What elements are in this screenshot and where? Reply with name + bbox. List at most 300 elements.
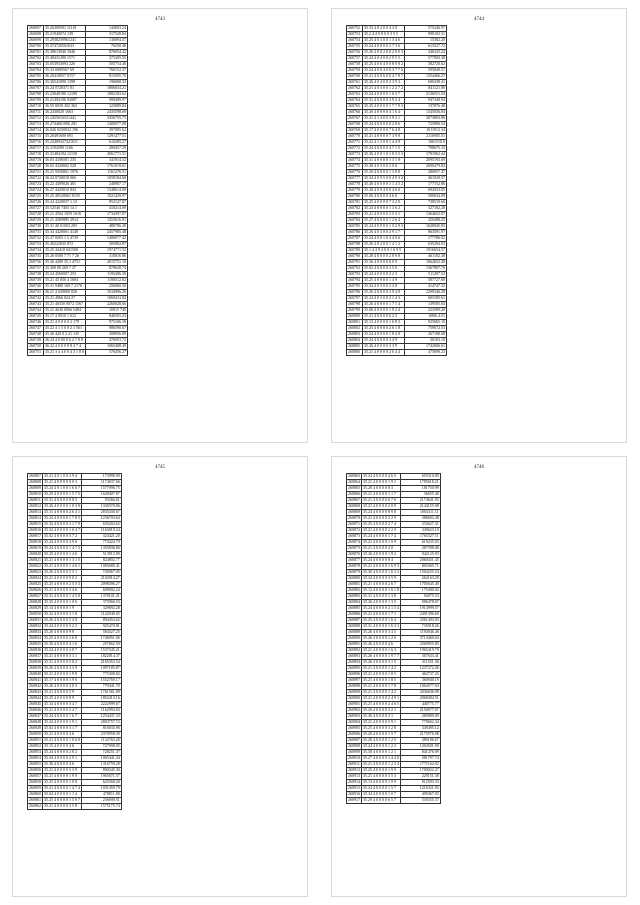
row-id: 260886: [348, 611, 360, 617]
row-amount: 130094.07: [86, 38, 128, 44]
row-value: 35.20491600 691: [44, 134, 86, 140]
row-id: 260813: [29, 509, 41, 515]
row-value: 35.33 0009567 69: [44, 68, 86, 74]
row-value: 35.02 4 0 0 0 0 2 5 0: [363, 266, 405, 272]
row-amount: 824802.77: [82, 558, 121, 564]
row-value: 35.30 4 0 0 0 0 1 2 1: [362, 750, 401, 756]
row-id: 260913: [348, 773, 360, 779]
row-value: 35.2194580 1166: [44, 146, 86, 152]
row-id: 260770: [347, 134, 363, 140]
row-id: 260747: [28, 326, 44, 332]
row-amount: 450488.25: [405, 218, 447, 224]
data-table: [27, 473, 122, 810]
row-value: 35.31 9480 169 7 2176: [44, 284, 86, 290]
row-value: 35.25 4 0 0 0 0 2 6 8: [43, 636, 82, 642]
row-value: 35.21 4 0 0 0 0 2 5 3 1: [363, 212, 405, 218]
row-amount: 1628407.87: [82, 492, 121, 498]
table-row: [347, 798, 441, 804]
row-value: 35.26 4 0 0 0 0 5 5 1: [43, 570, 82, 576]
row-id: 260704: [28, 68, 44, 74]
row-value: 35.26 4 0 0 0 0 1 3 5: [362, 600, 401, 606]
row-value: 35.34 4 0 0 0 0 3 5 9: [362, 576, 401, 582]
row-id: 260794: [347, 278, 363, 284]
row-id: 260744: [28, 308, 44, 314]
row-amount: 840591.23: [86, 314, 128, 320]
row-value: 35.2 4 4 0 8 0 0 3 5 5: [363, 32, 405, 38]
row-id: 260909: [348, 749, 360, 755]
row-value: 35.35 4 0 0 0 0 1 7 7 9 3: [364, 103, 403, 109]
row-amount: 144003.24: [86, 26, 128, 32]
row-amount: 727998.05: [82, 744, 121, 750]
row-id: 260742: [28, 296, 44, 302]
row-value: 35.25 4 0 0 0 0 1 5 7 5: [44, 491, 80, 497]
row-id: 260740: [28, 284, 44, 290]
row-id: 260716: [28, 140, 44, 146]
row-amount: 2222999.67: [82, 702, 121, 708]
row-value: 35.34 4420061 4148: [44, 230, 86, 236]
row-id: 260866: [348, 491, 360, 497]
row-id: 260912: [348, 767, 360, 773]
row-id: 260904: [348, 719, 360, 725]
row-value: 35.24 4 0 0 0 0 1 2 2: [362, 744, 401, 750]
row-value: 35.24 4 0 0 0 0 3 2 2: [43, 624, 82, 630]
row-id: 260823: [29, 569, 41, 575]
row-amount: 1062652.48: [405, 260, 447, 266]
row-amount: 1700022.27: [401, 768, 440, 774]
row-amount: 1061510.0: [405, 140, 447, 146]
row-amount: 760152.37: [86, 68, 128, 74]
row-value: 35.04 4 0 0 0 0 1 1 4: [43, 792, 82, 798]
row-value: 35.34 4 0 9 5 0 0 4 9 3 2: [364, 175, 403, 181]
row-amount: 476953.72: [86, 338, 128, 344]
row-value: 35.26 4 0 0 0 0 3 2 1: [362, 708, 401, 714]
row-value: 35.21 4 0 0 0 0 1 9 9: [43, 774, 82, 780]
row-value: 35.26 4 0 4 0 0 2 3 9 3: [363, 80, 405, 86]
row-id: 260697: [28, 26, 44, 32]
row-value: 35.26 4 0 2 0 0 1 4 1 2: [363, 242, 405, 248]
row-amount: 774424.79: [82, 540, 121, 546]
row-amount: 530355.37: [401, 798, 440, 804]
row-value: 35.24 4 0 0 0 0 8 4: [362, 558, 401, 564]
row-value: 35.25 4 0 3 0 0 1 3 4 6: [363, 38, 405, 44]
row-value: 35.20 4 0 0 0 0 9 8: [43, 630, 82, 636]
row-amount: 505754.46: [86, 62, 128, 68]
row-amount: 2435598.69: [86, 110, 128, 116]
row-value: 35.24 4 0 0 0 0 4 6 5: [362, 474, 401, 480]
row-value: 35.13 4 0 0 0 0 1 9 9: [362, 780, 401, 786]
row-amount: 1771162.02: [401, 762, 440, 768]
row-amount: 986478.07: [401, 600, 440, 606]
row-value: 35.31 4 0 0 0 0 9 8 5: [43, 498, 82, 504]
row-value: 35.23040180 12189: [44, 92, 86, 98]
row-id: 260804: [347, 338, 363, 344]
row-amount: 10915 740: [86, 308, 128, 314]
row-id: 260802: [347, 326, 363, 332]
row-value: 35.25 4 0 0 0 0 1 9 9: [362, 768, 401, 774]
row-value: 35.24 4 0 3 0 0 2 1 4 3: [363, 296, 405, 302]
row-id: 260759: [347, 68, 363, 74]
row-value: 35.25 4 0 0 0 0 2 7 4: [362, 522, 401, 528]
row-amount: 286957.47: [405, 170, 447, 176]
row-amount: 461102.38: [405, 254, 447, 260]
row-value: 35.1 4 4 9 4 0 0 1 6 9 5: [363, 248, 405, 254]
page-number: 4745: [155, 465, 165, 470]
row-id: 260818: [29, 539, 41, 545]
row-value: 35.21 4 0 0 0 0 1 4 7 4: [44, 785, 80, 791]
row-amount: 346325.24: [405, 50, 447, 56]
row-amount: 6066 4.51: [405, 314, 447, 320]
row-id: 260713: [28, 122, 44, 128]
row-amount: 1163019.24: [82, 528, 121, 534]
row-id: 260814: [29, 515, 41, 521]
row-id: 260903: [348, 713, 360, 719]
row-value: 35.14 4 0 0 0 0 1 9: [43, 606, 82, 612]
row-id: 260724: [28, 188, 44, 194]
row-id: 260799: [347, 308, 363, 314]
row-id: 260738: [28, 272, 44, 278]
row-value: 35.34 4 0 0 0 0 1 0 7: [362, 792, 401, 798]
row-amount: 1355836.86: [82, 546, 121, 552]
row-value: 35.31 4 0 0 0 0 2 6 4 1: [44, 509, 80, 515]
row-amount: 803365.71: [401, 564, 440, 570]
row-amount: 1882183.62: [86, 92, 128, 98]
row-value: 35.21 4 0 0 0 0 9 0 3: [43, 480, 82, 486]
row-amount: 1064577.94: [401, 684, 440, 690]
row-value: 35.21 4 0 0 0 0 2 2 9: [362, 528, 401, 534]
row-amount: 1914999.57: [401, 606, 440, 612]
row-amount: 1122940.05: [82, 612, 121, 618]
row-amount: 414747.32: [405, 284, 447, 290]
row-value: 35.21 4 0 1 0 0 2 9 4: [43, 474, 82, 480]
row-id: 260888: [348, 623, 360, 629]
row-id: 260789: [347, 248, 363, 254]
row-id: 260826: [29, 587, 41, 593]
row-value: 36.24 0720018 066: [44, 176, 86, 182]
row-id: 260883: [348, 593, 360, 599]
row-value: 35.13 4 0 0 0 0 1 6 8 3: [363, 320, 405, 326]
row-id: 260846: [29, 707, 41, 713]
row-id: 260752: [347, 26, 363, 32]
row-id: 260820: [29, 551, 41, 557]
row-value: 35.36 4 0 0 0 0 4 6: [43, 762, 82, 768]
row-id: 260838: [29, 659, 41, 665]
row-value: 35.21 3 4 4 0 0 4 3 1 8 8: [45, 349, 84, 355]
row-id: 260882: [348, 587, 360, 593]
row-value: 35.17 4 0 0 0 0 1 9 6: [43, 678, 82, 684]
row-id: 260733: [28, 242, 44, 248]
row-amount: 1965419.79: [401, 648, 440, 654]
row-id: 260760: [347, 74, 363, 80]
row-amount: 461029.57: [405, 176, 447, 182]
row-id: 260776: [347, 170, 363, 176]
row-value: 35.26 4 0 0 0 0 3 3 9: [43, 666, 82, 672]
data-table: [346, 473, 441, 804]
row-id: 260874: [348, 539, 360, 545]
row-amount: 609002.24: [82, 588, 121, 594]
row-amount: 511297.52: [405, 272, 447, 278]
row-value: 35.25 4 0 0 0 0 1 0 8: [43, 780, 82, 786]
row-value: 35.22 4309026 401: [44, 182, 86, 188]
row-id: 260869: [348, 509, 360, 515]
row-value: 35.52540 7403 14 1: [44, 206, 86, 212]
row-value: 35.25 4 0 0 0 0 1 5 0 7: [44, 797, 80, 803]
row-amount: 175400.02: [401, 588, 440, 594]
row-amount: 139585.04: [405, 302, 447, 308]
row-id: 260731: [28, 230, 44, 236]
row-amount: 311551.36: [401, 660, 440, 666]
row-id: 260732: [28, 236, 44, 242]
row-amount: 1453616.91: [86, 218, 128, 224]
row-value: 35.29 4 0 0 0 0 6 5 7: [362, 798, 401, 804]
row-value: 35.27 4 0 0 0 0 1 4 4 0: [363, 755, 399, 761]
row-value: 35.21 4 0 0 0 0 1 4 2: [362, 666, 401, 672]
row-value: 36.20410057 9157: [44, 74, 86, 80]
row-value: 35.25 4 0 0 0 0 8 9: [43, 696, 82, 702]
row-id: 260898: [348, 683, 360, 689]
row-id: 260717: [28, 146, 44, 152]
row-id: 260831: [29, 617, 41, 623]
row-value: 35.21 4 0 0 0 0 1 7 8: [362, 684, 401, 690]
row-amount: 1785618.21: [401, 480, 440, 486]
row-amount: 975106.39: [86, 320, 128, 326]
row-amount: 841121.80: [405, 86, 447, 92]
row-amount: 2165353.54: [82, 660, 121, 666]
row-value: 35.23409327321011: [44, 140, 86, 146]
row-id: 260805: [347, 344, 363, 350]
row-id: 260771: [347, 140, 363, 146]
row-value: 35.30 4 0 3 0 0 2 0 6: [363, 164, 405, 170]
row-amount: 196068.33: [86, 80, 128, 86]
row-id: 260833: [29, 629, 41, 635]
row-value: 35.36 4490 35.1 4751: [44, 260, 86, 266]
row-amount: 2015751.10: [86, 260, 128, 266]
row-id: 260796: [347, 290, 363, 296]
row-amount: 1204501.90: [401, 744, 440, 750]
row-value: 35.21 4504 1059 1616: [44, 212, 86, 218]
row-id: 260792: [347, 266, 363, 272]
page-number: 4746: [474, 465, 484, 470]
row-amount: 305802.87: [86, 242, 128, 248]
row-id: 260835: [29, 641, 41, 647]
row-amount: 986590.67: [86, 326, 128, 332]
row-amount: 908489.97: [86, 98, 128, 104]
row-amount: 635204.62: [82, 522, 121, 528]
row-id: 260723: [28, 182, 44, 188]
row-id: 260809: [29, 485, 41, 491]
row-amount: 375966.53: [82, 600, 121, 606]
row-amount: 1916654.57: [405, 248, 447, 254]
row-value: 35.24 4 0 0 0 0 1 3 6 2: [363, 206, 405, 212]
row-amount: 816033.96: [82, 726, 121, 732]
row-value: 35.374720501633: [44, 44, 86, 50]
row-value: 35.26 4 0 0 0 0 4 1 6 4: [363, 110, 405, 116]
row-value: 35.26 420 0 3 21 135: [44, 332, 86, 338]
row-id: 260829: [29, 605, 41, 611]
row-id: 260756: [347, 50, 363, 56]
row-value: 35.26 4 0 0 0 0 3 1 5: [362, 660, 401, 666]
row-value: 35.26309591 11161: [44, 26, 86, 32]
row-amount: 812593.33: [401, 780, 440, 786]
document-page-1: [12, 8, 308, 443]
row-id: 260768: [347, 122, 363, 128]
row-id: 260881: [348, 581, 360, 587]
row-value: 35.31 4 0 0 0 0 5 0 2: [43, 660, 82, 666]
row-value: 35.21 4 0 0 0 0 5 9: [43, 690, 82, 696]
row-value: 35.24 4 0 0 0 0 1 5 2 9 3: [364, 223, 403, 229]
row-amount: 610285.27: [86, 140, 128, 146]
row-value: 35.2455016521441: [44, 116, 86, 122]
row-amount: 223589.20: [405, 308, 447, 314]
row-amount: 725896.34: [405, 122, 447, 128]
row-value: 35.21 4 0 0 0 0 2 0 9: [362, 504, 401, 510]
row-amount: 2175976.98: [401, 732, 440, 738]
row-id: 260901: [348, 701, 360, 707]
row-id: 260758: [347, 62, 363, 68]
row-amount: 1734397.87: [86, 212, 128, 218]
row-id: 260855: [29, 761, 41, 767]
row-amount: 2036636.98: [401, 690, 440, 696]
row-id: 260755: [347, 44, 363, 50]
row-amount: 728251.37: [82, 750, 121, 756]
row-amount: 2073803.96: [405, 116, 447, 122]
row-value: 36.02 4320682 528: [44, 164, 86, 170]
row-amount: 1781962.44: [405, 152, 447, 158]
row-amount: 1806034.21: [86, 86, 128, 92]
row-value: 35.24 4 0 0 0 0 2 2 3: [363, 272, 405, 278]
row-value: 35.21 9350061 1976: [44, 170, 86, 176]
row-id: 260872: [348, 527, 360, 533]
row-id: 260862: [29, 803, 41, 809]
row-amount: 1132763.26: [82, 738, 121, 744]
row-id: 260743: [28, 302, 44, 308]
row-id: 260699: [28, 38, 44, 44]
row-id: 260905: [348, 725, 360, 731]
row-id: 260739: [28, 278, 44, 284]
row-id: 260721: [28, 170, 44, 176]
row-value: 35.31 4 0 0 0 0 3 9 2 4: [363, 98, 405, 104]
row-value: 35.21 4 0 0 0 0 1 9 9: [43, 672, 82, 678]
row-value: 35.06 4 0 0 0 0 4 6 6: [363, 194, 405, 200]
row-value: 35.15 4 0 0 0 0 4 6: [43, 744, 82, 750]
table-row: [347, 350, 447, 356]
row-amount: 587727.00: [405, 278, 447, 284]
row-id: 260875: [348, 545, 360, 551]
row-id: 260725: [28, 194, 44, 200]
document-page-4: [331, 456, 627, 897]
row-value: 35.24 4 0 0 4 0 0 3 7 7 6: [364, 67, 403, 73]
row-id: 260873: [348, 533, 360, 539]
row-value: 35.24 4 0 0 0 0 2 1 5 4: [363, 605, 399, 611]
row-id: 260897: [348, 677, 360, 683]
row-id: 260765: [347, 104, 363, 110]
row-value: 35.22 4 1 3 0 0 1 4 4 9: [363, 140, 405, 146]
row-id: 260834: [29, 635, 41, 641]
row-amount: 1097185.87: [82, 666, 121, 672]
document-page-2: [331, 8, 627, 443]
row-amount: 3713460.04: [401, 636, 440, 642]
row-amount: 1537345.21: [82, 648, 121, 654]
row-id: 260859: [29, 785, 41, 791]
row-id: 260719: [28, 158, 44, 164]
row-amount: 925470.81: [82, 624, 121, 630]
row-value: 35.24 4 0 0 0 0 1 7 4: [362, 534, 401, 540]
row-value: 35.21 4 0 0 0 0 1 6 3: [362, 648, 401, 654]
row-value: 35.25 4 0 0 0 0 1 6 4: [362, 618, 401, 624]
row-id: 260868: [348, 503, 360, 509]
row-amount: 1761361.89: [82, 690, 121, 696]
row-amount: 287398.08: [401, 546, 440, 552]
row-amount: 2569955.85: [401, 642, 440, 648]
row-value: 35.34 4 0 0 0 0 3 4 7: [43, 702, 82, 708]
row-amount: 2370958.39: [82, 732, 121, 738]
row-id: 260774: [347, 158, 363, 164]
row-id: 260892: [348, 647, 360, 653]
row-id: 260839: [29, 665, 41, 671]
row-id: 260847: [29, 713, 41, 719]
row-amount: 2491396.60: [401, 612, 440, 618]
row-amount: 1194946.46: [401, 630, 440, 636]
row-amount: 1195496.39: [86, 272, 128, 278]
row-id: 260791: [347, 260, 363, 266]
row-value: 36.2430020 1663: [44, 110, 86, 116]
row-amount: 1031459.79: [82, 786, 121, 792]
row-id: 260816: [29, 527, 41, 533]
row-amount: 323089.84: [86, 104, 128, 110]
row-value: 35.26 4 0 0 0 0 3 4 5: [362, 630, 401, 636]
row-amount: 233627.31: [401, 522, 440, 528]
row-value: 35.21 4 0 0 0 0 2 4 7: [43, 708, 82, 714]
row-id: 260842: [29, 683, 41, 689]
row-value: 35.31 4 0 0 0 0 1 3 1 8: [363, 158, 405, 164]
row-amount: 775308.82: [82, 672, 121, 678]
row-value: 35.26 4 0 0 0 0 1 0 3 9: [44, 503, 80, 509]
row-amount: 1620945.83: [405, 224, 447, 230]
row-amount: 2457985.48: [86, 230, 128, 236]
row-value: 35.21 4 0 0 0 0 3 5 8: [43, 804, 82, 810]
row-value: 35.21 4 0 0 0 0 1 4 2: [362, 690, 401, 696]
row-amount: 341914.52: [86, 158, 128, 164]
row-value: 35.24 4 0 0 0 0 8 9 8: [362, 510, 401, 516]
row-value: 35.24 4 0 4 0 0 2 9 5 5: [363, 56, 405, 62]
row-amount: 1021429.97: [86, 194, 128, 200]
row-amount: 635294.03: [405, 242, 447, 248]
row-amount: 1705645.40: [401, 582, 440, 588]
row-value: 35.20 4 0 0 0 0 1 2 5: [362, 738, 401, 744]
page-number: 4744: [474, 17, 484, 22]
row-id: 260891: [348, 641, 360, 647]
row-value: 36.27 4420010 833: [44, 188, 86, 194]
row-value: 35.26 4 0 0 0 0 4 0 3: [43, 684, 82, 690]
row-amount: 619235.03: [401, 540, 440, 546]
row-amount: 692033.05: [405, 188, 447, 194]
row-id: 260734: [28, 248, 44, 254]
row-id: 260854: [29, 755, 41, 761]
row-amount: 1852413.16: [82, 696, 121, 702]
row-value: 35.26 0500 7 71 7 26: [44, 254, 86, 260]
row-id: 260858: [29, 779, 41, 785]
row-id: 260907: [348, 737, 360, 743]
row-amount: 2803757.72: [82, 720, 121, 726]
row-amount: 798675.33: [405, 146, 447, 152]
row-id: 260914: [348, 779, 360, 785]
row-value: 35.25 44410 041500: [44, 248, 86, 254]
page-number: 4743: [155, 17, 165, 22]
row-id: 260894: [348, 659, 360, 665]
row-amount: 1237272.26: [401, 666, 440, 672]
row-value: 35.12 4 0 0 0 0 1 6 1 8: [363, 587, 399, 593]
row-amount: 1069413.84: [86, 296, 128, 302]
row-amount: 2260028.66: [86, 302, 128, 308]
